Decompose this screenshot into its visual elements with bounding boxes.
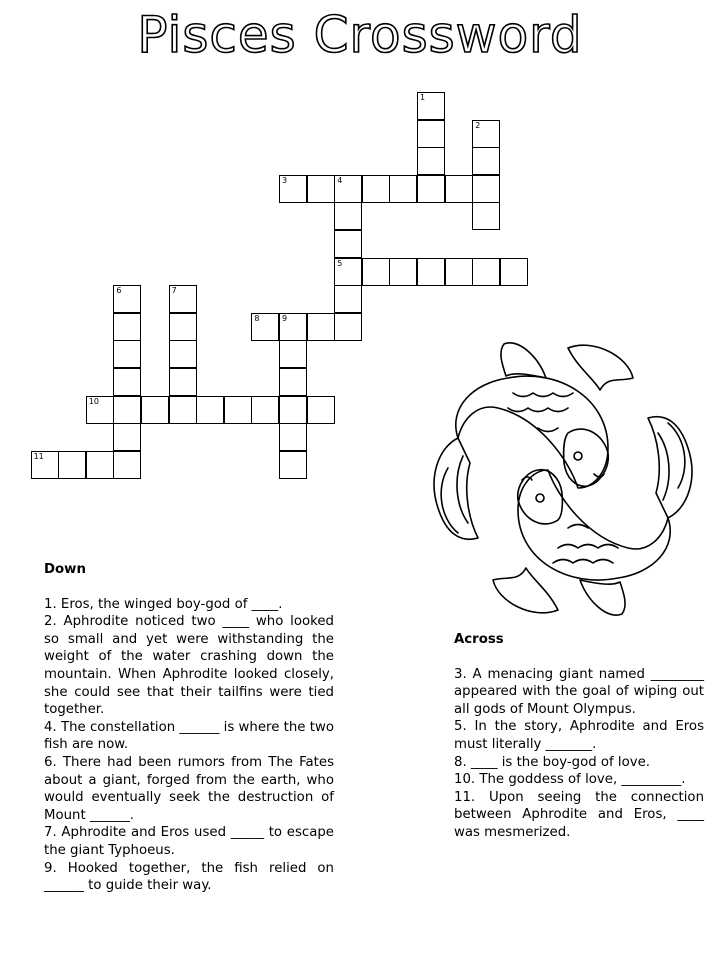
clue-number: 10	[88, 396, 99, 406]
down-clue-6: 6. There had been rumors from The Fates about a giant, forged from the earth, who would eventually seek the destruction of Mount ______.	[44, 754, 334, 823]
grid-cell[interactable]	[307, 175, 335, 203]
grid-cell[interactable]	[113, 396, 141, 424]
down-clue-7: 7. Aphrodite and Eros used _____ to escape the giant Typhoeus.	[44, 825, 334, 858]
grid-cell[interactable]	[279, 368, 307, 396]
clue-number: 5	[337, 258, 343, 268]
grid-cell[interactable]	[279, 313, 307, 341]
clue-number: 6	[116, 286, 122, 296]
grid-cell[interactable]	[251, 396, 279, 424]
grid-cell[interactable]	[472, 147, 500, 175]
down-clue-9: 9. Hooked together, the fish relied on ______ to guide their way.	[44, 860, 334, 894]
down-clues	[44, 561, 334, 895]
grid-cell[interactable]	[445, 258, 473, 286]
down-heading: Down	[44, 562, 86, 577]
grid-cell[interactable]	[307, 396, 335, 424]
grid-cell[interactable]	[472, 202, 500, 230]
clue-number: 11	[33, 451, 44, 461]
across-clues	[454, 631, 704, 842]
grid-cell[interactable]	[86, 451, 114, 479]
grid-cell[interactable]	[279, 396, 307, 424]
down-clue-4: 4. The constellation ______ is where the two fish are now.	[44, 719, 334, 753]
grid-cell[interactable]	[417, 258, 445, 286]
across-clue-3: 3. A menacing giant named ________ appeared with the goal of wiping out all gods of Mount Olympus.	[454, 666, 704, 717]
grid-cell[interactable]	[31, 451, 59, 479]
grid-cell[interactable]	[224, 396, 252, 424]
grid-cell[interactable]	[445, 175, 473, 203]
grid-cell[interactable]	[113, 423, 141, 451]
grid-cell[interactable]	[113, 313, 141, 341]
across-clue-11: 11. Upon seeing the connection between Aphrodite and Eros, ____ was mesmerized.	[454, 789, 704, 840]
grid-cell[interactable]	[334, 175, 362, 203]
grid-cell[interactable]	[169, 340, 197, 368]
grid-cell[interactable]	[113, 451, 141, 479]
grid-cell[interactable]	[472, 120, 500, 148]
grid-cell[interactable]	[334, 285, 362, 313]
grid-cell[interactable]	[500, 258, 528, 286]
across-clue-10: 10. The goddess of love, _________.	[454, 772, 686, 788]
grid-cell[interactable]	[141, 396, 169, 424]
grid-cell[interactable]	[169, 313, 197, 341]
grid-cell[interactable]	[417, 92, 445, 120]
clue-number: 1	[420, 93, 426, 102]
grid-cell[interactable]	[113, 285, 141, 313]
pisces-fish-illustration	[418, 338, 710, 620]
grid-cell[interactable]	[417, 147, 445, 175]
down-clue-2: 2. Aphrodite noticed two ____ who looked so small and yet were withstanding the weight of the water crashing down the mountain. When Aphrodite looked closely, she could see that their tailfins were tied together.	[44, 614, 334, 718]
clue-number: 7	[171, 286, 177, 296]
grid-cell[interactable]	[362, 175, 390, 203]
grid-cell[interactable]	[251, 313, 279, 341]
across-clue-8: 8. ____ is the boy-god of love.	[454, 754, 651, 770]
grid-cell[interactable]	[196, 396, 224, 424]
grid-cell[interactable]	[169, 368, 197, 396]
page-title: Pisces Crossword	[137, 6, 583, 64]
grid-cell[interactable]	[334, 258, 362, 286]
across-clue-5: 5. In the story, Aphrodite and Eros must literally _______.	[454, 719, 704, 752]
grid-cell[interactable]	[169, 285, 197, 313]
grid-cell[interactable]	[472, 258, 500, 286]
clue-number: 4	[337, 175, 343, 185]
grid-cell[interactable]	[334, 202, 362, 230]
grid-cell[interactable]	[362, 258, 390, 286]
grid-cell[interactable]	[279, 175, 307, 203]
grid-cell[interactable]	[389, 258, 417, 286]
grid-cell[interactable]	[472, 175, 500, 203]
grid-cell[interactable]	[113, 340, 141, 368]
clue-number: 9	[282, 313, 288, 323]
grid-cell[interactable]	[417, 120, 445, 148]
grid-cell[interactable]	[113, 368, 141, 396]
grid-cell[interactable]	[389, 175, 417, 203]
grid-cell[interactable]	[169, 396, 197, 424]
grid-cell[interactable]	[58, 451, 86, 479]
grid-cell[interactable]	[417, 175, 445, 203]
grid-cell[interactable]	[279, 340, 307, 368]
clue-number: 2	[475, 120, 481, 130]
across-heading: Across	[454, 632, 504, 647]
grid-cell[interactable]	[279, 423, 307, 451]
grid-cell[interactable]	[334, 313, 362, 341]
grid-cell[interactable]	[279, 451, 307, 479]
grid-cell[interactable]	[307, 313, 335, 341]
clue-number: 8	[254, 313, 260, 323]
grid-cell[interactable]	[334, 230, 362, 258]
clue-number: 3	[282, 175, 288, 185]
down-clue-1: 1. Eros, the winged boy-god of ____.	[44, 596, 283, 612]
grid-cell[interactable]	[86, 396, 114, 424]
